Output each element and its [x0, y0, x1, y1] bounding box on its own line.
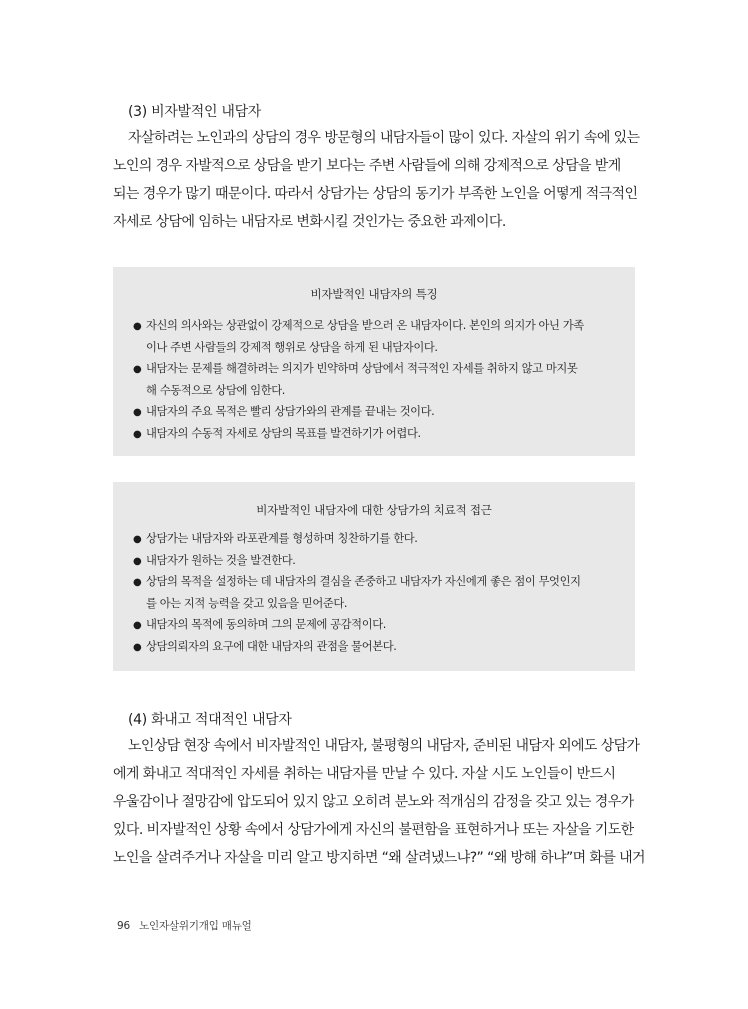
- paragraph-line: 있다. 비자발적인 상황 속에서 상담가에게 자신의 불편함을 표현하거나 또는 자살을 기도한: [113, 822, 634, 838]
- bullet-icon: ●: [133, 407, 142, 418]
- list-item: [133, 550, 627, 572]
- footer-title: 노인자살위기개입 매뉴얼: [139, 920, 252, 932]
- list-item-text: 내담자의 주요 목적은 빨리 상담가와의 관계를 끝내는 것이다.: [146, 405, 435, 418]
- bullet-list: [133, 528, 627, 657]
- paragraph-line: 되는 경우가 많기 때문이다. 따라서 상담가는 상담의 동기가 부족한 노인을 어떻게 적극적인: [113, 186, 638, 202]
- list-item: [133, 358, 627, 380]
- info-box-title: 비자발적인 내담자에 대한 상담가의 치료적 접근: [256, 503, 492, 517]
- list-item: [133, 636, 627, 658]
- list-item-text: 상담가는 내담자와 라포관계를 형성하며 칭찬하기를 한다.: [146, 532, 418, 545]
- info-box: [113, 267, 635, 456]
- bullet-icon: ●: [133, 534, 142, 545]
- list-item-text: 상담의뢰자의 요구에 대한 내담자의 관점을 물어본다.: [146, 639, 397, 653]
- paragraph-line: 노인의 경우 자발적으로 상담을 받기 보다는 주변 사람들에 의해 강제적으로 상담을 받게: [113, 158, 621, 174]
- list-item-continuation: 해 수동적으로 상담에 임한다.: [146, 383, 285, 397]
- list-item-text: 내담자는 문제를 해결하려는 의지가 빈약하며 상담에서 적극적인 자세를 취하지 않고 마지못: [146, 362, 578, 375]
- bullet-icon: ●: [133, 577, 142, 588]
- bullet-icon: ●: [133, 321, 142, 332]
- list-item: [133, 401, 627, 423]
- info-box: [113, 482, 635, 671]
- list-item: [133, 528, 627, 550]
- paragraph-line: 자살하려는 노인과의 상담의 경우 방문형의 내담자들이 많이 있다. 자살의 위기 속에 있는: [128, 130, 640, 146]
- list-item: [133, 423, 627, 445]
- paragraph-line: 에게 화내고 적대적인 자세를 취하는 내담자를 만날 수 있다. 자살 시도 노인들이 반드시: [113, 766, 616, 782]
- section-heading: (4) 화내고 적대적인 내담자: [128, 712, 292, 728]
- paragraph-line: 우울감이나 절망감에 압도되어 있지 않고 오히려 분노와 적개심의 감정을 갖고 있는 경우가: [113, 794, 634, 810]
- list-item-text: 자신의 의사와는 상관없이 강제적으로 상담을 받으러 온 내담자이다. 본인의 의지가 아닌 가족: [146, 319, 584, 332]
- list-item-continuation: 를 아는 지적 능력을 갖고 있음을 믿어준다.: [146, 596, 348, 610]
- list-item-continuation: 이나 주변 사람들의 강제적 행위로 상담을 하게 된 내담자이다.: [146, 340, 438, 354]
- list-item: [133, 315, 627, 337]
- bullet-icon: ●: [133, 364, 142, 375]
- list-item-text: 내담자의 목적에 동의하며 그의 문제에 공감적이다.: [146, 618, 386, 631]
- page-number: 96: [117, 920, 130, 932]
- section-paragraph: [113, 732, 645, 872]
- info-box-title: 비자발적인 내담자의 특징: [310, 287, 438, 301]
- list-item-text: 상담의 목적을 설정하는 데 내담자의 결심을 존중하고 내담자가 자신에게 좋은 점이 무엇인지: [146, 575, 581, 588]
- list-item-text: 내담자의 수동적 자세로 상담의 목표를 발견하기가 어렵다.: [146, 426, 421, 440]
- section-heading: (3) 비자발적인 내담자: [128, 104, 262, 120]
- list-item: [133, 614, 627, 636]
- section-paragraph: [113, 124, 640, 236]
- paragraph-line: 노인을 살려주거나 자살을 미리 알고 방지하면 “왜 살려냈느냐?” “왜 방해 하냐”며 화를 내거: [113, 850, 645, 866]
- bullet-icon: ●: [133, 428, 142, 440]
- bullet-icon: ●: [133, 641, 142, 653]
- page-footer: [117, 918, 252, 933]
- paragraph-line: 노인상담 현장 속에서 비자발적인 내담자, 불평형의 내담자, 준비된 내담자 외에도 상담가: [128, 738, 640, 754]
- list-item: [133, 571, 627, 593]
- list-item-text: 내담자가 원하는 것을 발견한다.: [146, 553, 296, 567]
- bullet-icon: ●: [133, 555, 142, 567]
- bullet-list: [133, 315, 627, 444]
- paragraph-line: 자세로 상담에 임하는 내담자로 변화시킬 것인가는 중요한 과제이다.: [113, 214, 506, 230]
- bullet-icon: ●: [133, 620, 142, 631]
